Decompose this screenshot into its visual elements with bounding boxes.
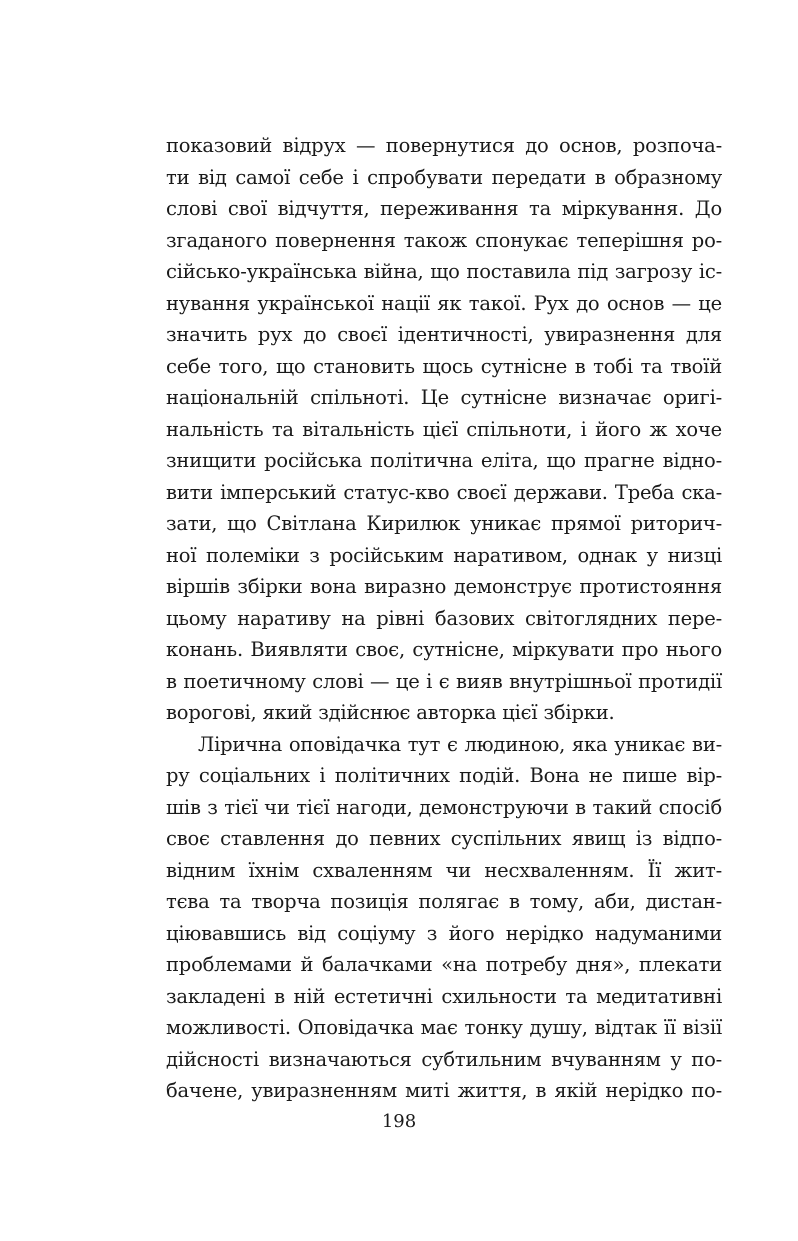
text-line: дійсності визначаються субтильним вчуванням у по- bbox=[166, 1047, 722, 1071]
text-line: Лірична оповідачка тут є людиною, яка уникає ви- bbox=[198, 732, 722, 756]
text-line: конань. Виявляти своє, сутнісне, міркувати про нього bbox=[166, 638, 722, 661]
text-line: згаданого повернення також спонукає теперішня ро- bbox=[166, 228, 722, 252]
text-line: бачене, увиразненням миті життя, в якій нерідко по- bbox=[166, 1079, 722, 1102]
text-line: ти від самої себе і спробувати передати в образному bbox=[166, 165, 722, 189]
text-line: показовий відрух — повернутися до основ, розпоча- bbox=[166, 134, 722, 157]
text-line: зати, що Світлана Кирилюк уникає прямої риторич- bbox=[166, 512, 722, 535]
text-line: тєва та творча позиція полягає в тому, аби, дистан- bbox=[166, 890, 722, 913]
text-line: ру соціальних і політичних подій. Вона не пише вір- bbox=[166, 764, 722, 787]
text-line: себе того, що становить щось сутнісне в тобі та твоїй bbox=[166, 354, 722, 378]
paragraph-2 bbox=[166, 729, 722, 1107]
text-line: вити імперський статус-кво своєї держави. Треба ска- bbox=[166, 480, 722, 504]
text-line: ної полеміки з російським наративом, однак у низці bbox=[166, 543, 722, 567]
text-line: ціювавшись від соціуму з його нерідко надуманими bbox=[166, 921, 722, 945]
text-line: знищити російська політична еліта, що прагне відно- bbox=[166, 449, 722, 472]
text-line: закладені в ній естетичні схильности та медитативні bbox=[166, 984, 722, 1008]
page-number: 198 bbox=[381, 1111, 417, 1132]
text-line: відним їхнім схваленням чи несхваленням. Її жит- bbox=[166, 858, 722, 882]
body-text bbox=[166, 130, 722, 1107]
text-line: в поетичному слові — це і є вияв внутрішньої протидії bbox=[166, 669, 722, 693]
text-line: нування української нації як такої. Рух до основ — це bbox=[166, 291, 722, 315]
text-line: ворогові, який здійснює авторка цієї збірки. bbox=[166, 701, 615, 724]
text-line: сійсько-українська війна, що поставила під загрозу іс- bbox=[166, 260, 722, 283]
text-line: цьому наративу на рівні базових світоглядних пере- bbox=[166, 606, 722, 630]
text-line: національній спільноті. Це сутнісне визначає оригі- bbox=[166, 386, 722, 409]
text-line: значить рух до своєї ідентичності, увиразнення для bbox=[166, 323, 722, 346]
text-line: своє ставлення до певних суспільних явищ із відпо- bbox=[166, 827, 722, 850]
text-line: слові свої відчуття, переживання та міркування. До bbox=[166, 197, 722, 220]
text-line: нальність та вітальність цієї спільноти, і його ж хоче bbox=[166, 417, 722, 441]
text-line: проблемами й балачками «на потребу дня», плекати bbox=[166, 953, 722, 976]
paragraph-1 bbox=[166, 130, 722, 729]
text-line: віршів збірки вона виразно демонструє протистояння bbox=[166, 575, 722, 598]
text-line: шів з тієї чи тієї нагоди, демонструючи в такий спосіб bbox=[166, 795, 722, 819]
text-line: можливості. Оповідачка має тонку душу, відтак її візії bbox=[166, 1016, 722, 1039]
